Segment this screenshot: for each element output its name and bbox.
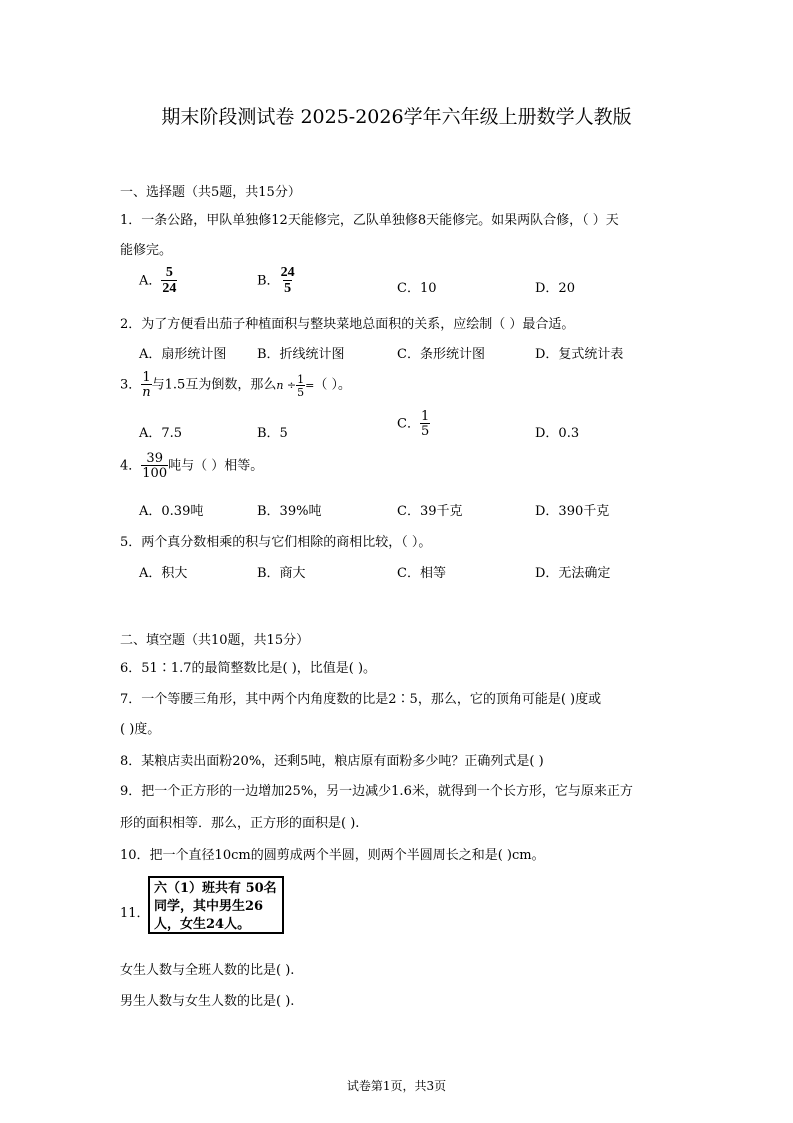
page-footer: 试卷第1页，共3页 <box>346 1079 447 1093</box>
question-9-text-cont: 形的面积相等．那么，正方形的面积是( ). <box>120 816 360 831</box>
question-4-option-a: A．0.39吨 <box>139 504 204 519</box>
question-2-text: 2．为了方便看出茄子种植面积与整块菜地总面积的关系，应绘制（ ）最合适。 <box>120 317 575 332</box>
question-4-text: 4． $\frac{39}{100}$ 吨与（ ）相等。 <box>120 451 264 481</box>
question-1-option-a: A． $\frac{5}{24}$ <box>139 265 177 296</box>
question-2-option-d: D．复式统计表 <box>535 347 624 362</box>
question-11-blank-2: 男生人数与女生人数的比是( ). <box>120 994 295 1009</box>
question-7-text: 7．一个等腰三角形，其中两个内角度数的比是2∶5，那么，它的顶角可能是( )度或 <box>120 692 602 707</box>
page-title: 期末阶段测试卷 2025-2026学年六年级上册数学人教版 <box>161 106 632 128</box>
question-11-blank-1: 女生人数与全班人数的比是( ). <box>120 963 295 978</box>
question-9-text: 9．把一个正方形的一边增加25%，另一边减少1.6米，就得到一个长方形，它与原来正方 <box>120 784 633 799</box>
question-5-option-b: B．商大 <box>257 566 306 581</box>
question-1-text-cont: 能修完。 <box>120 243 173 258</box>
question-11-label: 11． <box>120 906 150 921</box>
question-2-option-b: B．折线统计图 <box>257 347 345 362</box>
section-heading-choice: 一、选择题（共5题，共15分） <box>120 185 301 200</box>
question-1-option-b: B． $\frac{24}{5}$ <box>257 265 295 296</box>
question-3-option-c: C． $\frac{1}{5}$ <box>397 409 430 439</box>
question-4-option-d: D．390千克 <box>535 504 610 519</box>
question-2-option-a: A．扇形统计图 <box>139 347 227 362</box>
question-11-info-box: 六（1）班共有 50名同学，其中男生26人，女生24人。 <box>148 876 284 934</box>
question-4-option-b: B．39%吨 <box>257 504 322 519</box>
question-7-text-cont: ( )度。 <box>120 722 161 737</box>
question-3-text: 3． $\frac{1}{n}$ 与1.5互为倒数，那么n ÷ $\frac{1}{5}$ =（ ）。 <box>120 370 352 400</box>
question-4-option-c: C．39千克 <box>397 504 463 519</box>
question-5-option-c: C．相等 <box>397 566 446 581</box>
question-3-option-d: D．0.3 <box>535 426 580 441</box>
question-1-text: 1．一条公路，甲队单独修12天能修完，乙队单独修8天能修完。如果两队合修，（ ）天 <box>120 213 619 228</box>
question-8-text: 8．某粮店卖出面粉20%，还剩5吨，粮店原有面粉多少吨？正确列式是( ) <box>120 754 544 769</box>
question-10-text: 10．把一个直径10cm的圆剪成两个半圆，则两个半圆周长之和是( )cm。 <box>120 848 545 863</box>
question-5-option-d: D．无法确定 <box>535 566 611 581</box>
question-3-option-a: A．7.5 <box>139 426 183 441</box>
question-2-option-c: C．条形统计图 <box>397 347 485 362</box>
question-5-option-a: A．积大 <box>139 566 188 581</box>
question-1-option-d: D．20 <box>535 281 575 296</box>
question-1-option-c: C．10 <box>397 281 437 296</box>
question-3-option-b: B．5 <box>257 426 288 441</box>
question-6-text: 6．51∶1.7的最简整数比是( )，比值是( )。 <box>120 661 377 676</box>
question-5-text: 5．两个真分数相乘的积与它们相除的商相比较，（ ）。 <box>120 535 432 550</box>
section-heading-fill: 二、填空题（共10题，共15分） <box>120 633 310 648</box>
